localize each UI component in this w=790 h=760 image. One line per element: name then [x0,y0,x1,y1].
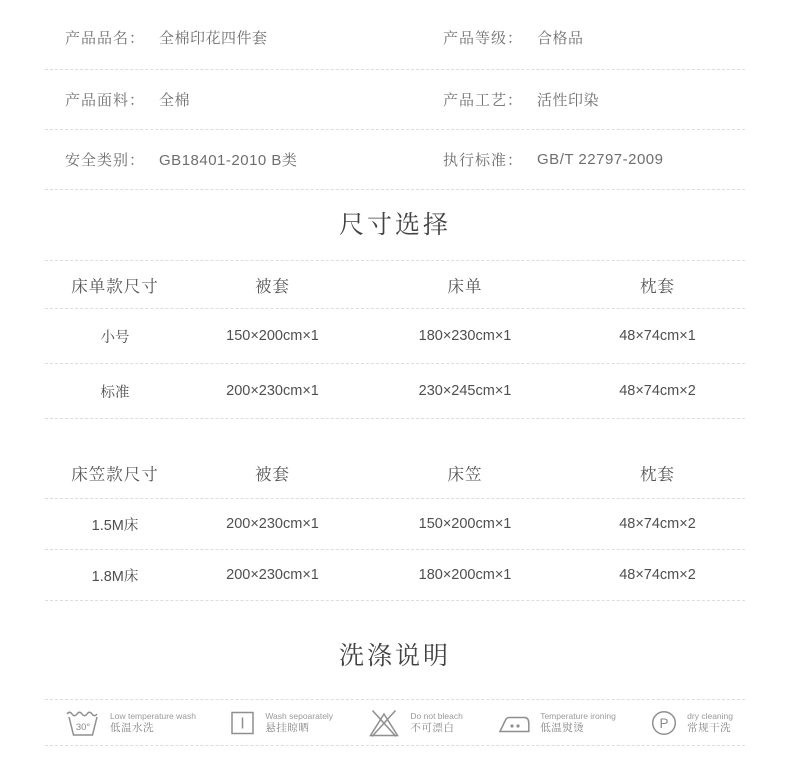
wash-item-text [410,711,462,735]
wash-tub-30-icon [65,708,101,738]
table-cell: 150×200cm×1 [418,516,512,532]
safety-category-label: 安全类别： [65,152,146,169]
wash-item-zh: 低温水洗 [110,721,154,734]
size-table-fitted-style [45,447,745,601]
wash-item-en: Wash sepoarately [265,710,334,721]
size-table-sheet-style [45,260,745,419]
standard-value: GB/T 22797-2009 [537,151,664,168]
wash-section-title: 洗涤说明 [338,642,451,670]
wash-item-en: Low temperature wash [110,710,196,721]
do-not-bleach-icon [367,707,401,738]
product-name-value: 全棉印花四件套 [159,30,268,47]
wash-item-low-temp [65,708,196,738]
svg-text:P: P [659,715,669,731]
standard-label: 执行标准： [443,152,524,169]
svg-text:30°: 30° [75,721,91,733]
product-craft-value: 活性印染 [537,92,600,109]
table-header-cell: 枕套 [640,465,675,484]
wash-item-text [540,711,616,735]
table-row [45,550,745,601]
product-name-field [45,27,395,48]
dry-clean-p-icon [650,709,678,737]
product-info-row [45,6,745,70]
table-cell: 230×245cm×1 [418,383,512,399]
table-header-cell: 床单款尺寸 [71,277,159,296]
table-row [45,499,745,550]
table-cell: 180×230cm×1 [418,328,512,344]
table-header-row [45,447,745,499]
table-cell: 200×230cm×1 [226,567,319,583]
product-fabric-label: 产品面料： [65,92,146,109]
wash-item-text [265,711,333,735]
table-header-cell: 床笠 [447,465,483,484]
table-row [45,364,745,419]
wash-item-dry-clean [650,709,733,737]
table-row [45,309,745,364]
safety-category-field [45,149,395,170]
wash-item-zh: 不可漂白 [410,721,455,734]
table-cell: 48×74cm×2 [619,567,696,583]
wash-item-no-bleach [367,707,462,738]
product-fabric-value: 全棉 [159,92,191,109]
wash-separately-icon [230,710,256,736]
wash-instructions-strip [45,699,745,746]
iron-low-icon [497,709,531,736]
wash-item-zh: 悬挂晾晒 [265,721,310,734]
table-cell: 小号 [100,329,130,346]
table-header-cell: 被套 [255,465,290,484]
table-cell: 48×74cm×2 [619,383,696,399]
table-cell: 48×74cm×2 [619,516,696,532]
product-craft-field [395,89,745,110]
safety-category-value: GB18401-2010 B类 [159,152,298,169]
wash-item-en: Do not bleach [410,710,463,721]
table-cell: 150×200cm×1 [226,328,319,344]
wash-item-en: Temperature ironing [540,710,616,721]
standard-field [395,149,745,170]
table-cell: 标准 [100,384,130,401]
product-info-row [45,130,745,190]
table-header-row [45,261,745,309]
product-grade-field [395,27,745,48]
wash-item-text [110,711,196,735]
table-header-cell: 被套 [255,277,290,296]
product-name-label: 产品品名： [65,30,146,47]
product-grade-label: 产品等级： [443,30,524,47]
wash-item-text [687,711,733,735]
table-header-cell: 床单 [447,277,483,296]
product-craft-label: 产品工艺： [443,92,524,109]
table-cell: 180×200cm×1 [418,567,512,583]
product-grade-value: 合格品 [537,30,584,47]
table-cell: 1.8M床 [91,568,139,585]
size-section-title: 尺寸选择 [338,211,451,239]
wash-item-en: dry cleaning [687,710,733,721]
product-info-row [45,70,745,130]
product-info-section [0,0,790,190]
wash-item-zh: 常规干洗 [687,721,732,734]
table-cell: 1.5M床 [91,517,139,534]
table-header-cell: 床笠款尺寸 [71,465,159,484]
table-cell: 48×74cm×1 [619,328,696,344]
wash-item-separately [230,710,333,736]
table-cell: 200×230cm×1 [226,383,319,399]
table-header-cell: 枕套 [640,277,675,296]
wash-item-zh: 低温熨烫 [540,721,585,734]
wash-item-iron-low [497,709,616,736]
table-cell: 200×230cm×1 [226,516,319,532]
product-fabric-field [45,89,395,110]
